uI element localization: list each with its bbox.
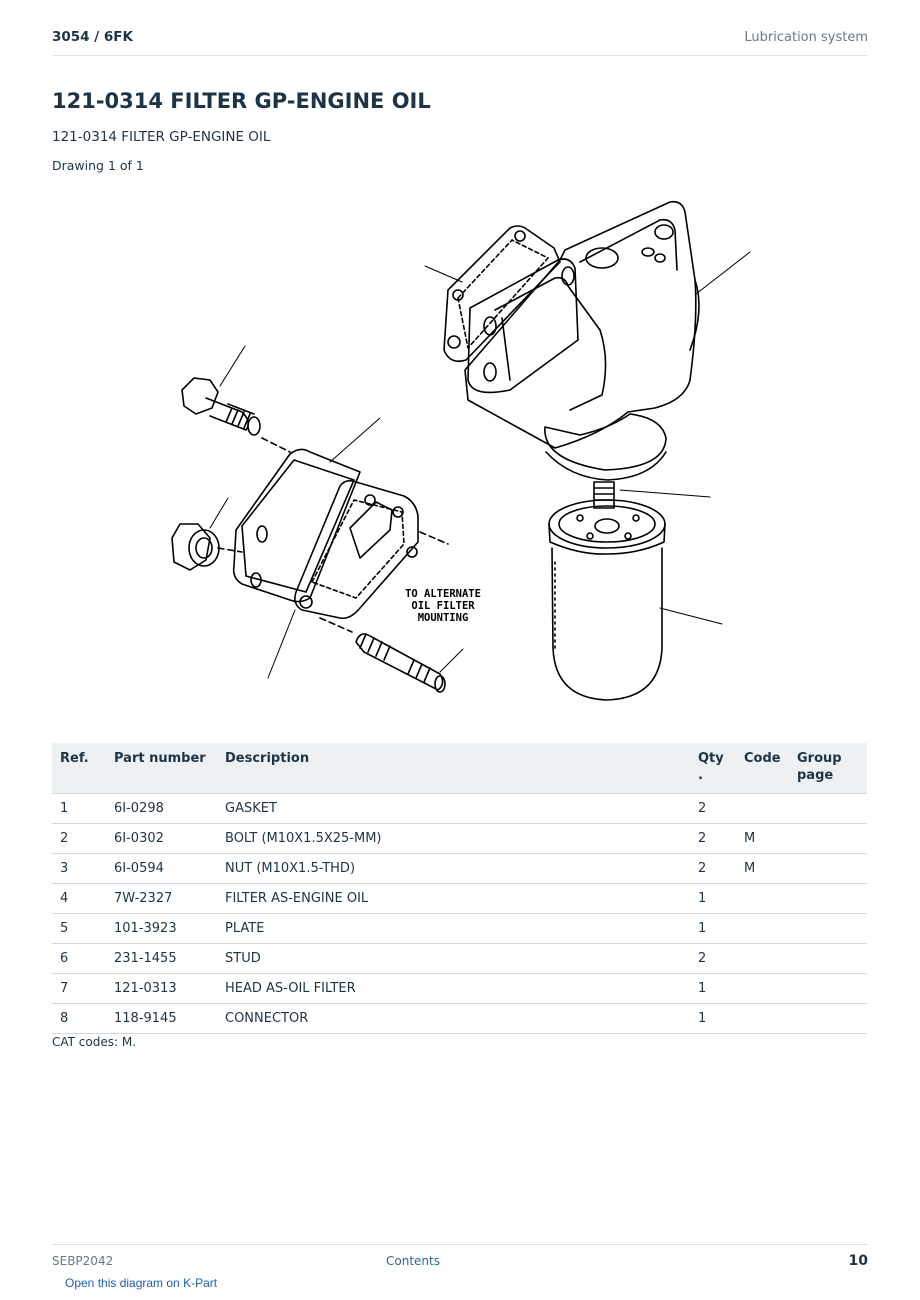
oil-filter: [549, 500, 665, 700]
open-kpart-link[interactable]: Open this diagram on K-Part: [65, 1276, 218, 1290]
cell-code: M: [736, 854, 789, 884]
model-label: 3054 / 6FK: [52, 29, 133, 45]
cell-part-number: 7W-2327: [106, 884, 217, 914]
cell-ref: 5: [52, 914, 106, 944]
cell-description: HEAD AS-OIL FILTER: [217, 974, 690, 1004]
table-row: [52, 914, 867, 944]
contents-link[interactable]: Contents: [386, 1254, 440, 1268]
table-row: [52, 794, 867, 824]
col-group-page: Group page: [789, 743, 867, 794]
cat-codes-note: CAT codes: M.: [52, 1035, 137, 1049]
document-id: SEBP2042: [52, 1254, 114, 1268]
cell-ref: 6: [52, 944, 106, 974]
page-subtitle: 121-0314 FILTER GP-ENGINE OIL: [52, 129, 271, 145]
page-footer: [52, 1244, 868, 1275]
cell-ref: 8: [52, 1004, 106, 1034]
cell-part-number: 6I-0298: [106, 794, 217, 824]
cell-code: [736, 884, 789, 914]
cell-qty: 1: [690, 914, 736, 944]
table-row: [52, 974, 867, 1004]
parts-diagram: [150, 190, 770, 710]
alternate-mounting-callout: [405, 588, 481, 624]
cell-ref: 1: [52, 794, 106, 824]
filter-head: [465, 202, 699, 480]
cell-part-number: 118-9145: [106, 1004, 217, 1034]
cell-code: [736, 1004, 789, 1034]
cell-group-page: [789, 824, 867, 854]
callout-line-3: MOUNTING: [417, 612, 469, 624]
cell-part-number: 121-0313: [106, 974, 217, 1004]
cell-group-page: [789, 854, 867, 884]
cell-qty: 1: [690, 884, 736, 914]
cell-qty: 1: [690, 1004, 736, 1034]
cell-qty: 1: [690, 974, 736, 1004]
callout-line-2: OIL FILTER: [411, 600, 475, 612]
cell-group-page: [789, 914, 867, 944]
cell-group-page: [789, 944, 867, 974]
col-ref: Ref.: [52, 743, 106, 794]
cell-ref: 3: [52, 854, 106, 884]
cell-group-page: [789, 884, 867, 914]
page-number: 10: [848, 1253, 868, 1269]
table-row: [52, 944, 867, 974]
cell-part-number: 6I-0594: [106, 854, 217, 884]
cell-qty: 2: [690, 854, 736, 884]
bolt: [182, 378, 290, 452]
callout-line-1: TO ALTERNATE: [405, 588, 481, 600]
table-row: [52, 854, 867, 884]
col-code: Code: [736, 743, 789, 794]
cell-code: [736, 974, 789, 1004]
cell-code: M: [736, 824, 789, 854]
page-header: [52, 28, 868, 56]
table-row: [52, 884, 867, 914]
connector: [594, 482, 614, 508]
cell-description: BOLT (M10X1.5X25-MM): [217, 824, 690, 854]
cell-qty: 2: [690, 824, 736, 854]
head-gasket: [444, 226, 560, 361]
cell-description: PLATE: [217, 914, 690, 944]
table-row: [52, 824, 867, 854]
table-row: [52, 1004, 867, 1034]
page-title: 121-0314 FILTER GP-ENGINE OIL: [52, 89, 431, 113]
drawing-count-label: Drawing 1 of 1: [52, 158, 144, 173]
exploded-view-drawing: [150, 190, 770, 710]
cell-description: NUT (M10X1.5-THD): [217, 854, 690, 884]
cell-code: [736, 794, 789, 824]
cell-code: [736, 944, 789, 974]
cell-description: FILTER AS-ENGINE OIL: [217, 884, 690, 914]
cell-qty: 2: [690, 944, 736, 974]
section-label: Lubrication system: [744, 30, 868, 45]
cell-group-page: [789, 974, 867, 1004]
cell-code: [736, 914, 789, 944]
table-header-row: [52, 743, 867, 794]
cell-part-number: 6I-0302: [106, 824, 217, 854]
col-part-number: Part number: [106, 743, 217, 794]
cell-ref: 2: [52, 824, 106, 854]
cell-description: CONNECTOR: [217, 1004, 690, 1034]
cell-ref: 4: [52, 884, 106, 914]
cell-ref: 7: [52, 974, 106, 1004]
cell-part-number: 101-3923: [106, 914, 217, 944]
cell-description: STUD: [217, 944, 690, 974]
cell-description: GASKET: [217, 794, 690, 824]
col-description: Description: [217, 743, 690, 794]
cell-qty: 2: [690, 794, 736, 824]
nut: [172, 524, 242, 570]
cell-part-number: 231-1455: [106, 944, 217, 974]
cell-group-page: [789, 794, 867, 824]
stud: [320, 618, 445, 692]
parts-table: [52, 743, 867, 1034]
cell-group-page: [789, 1004, 867, 1034]
col-qty: Qty .: [690, 743, 736, 794]
